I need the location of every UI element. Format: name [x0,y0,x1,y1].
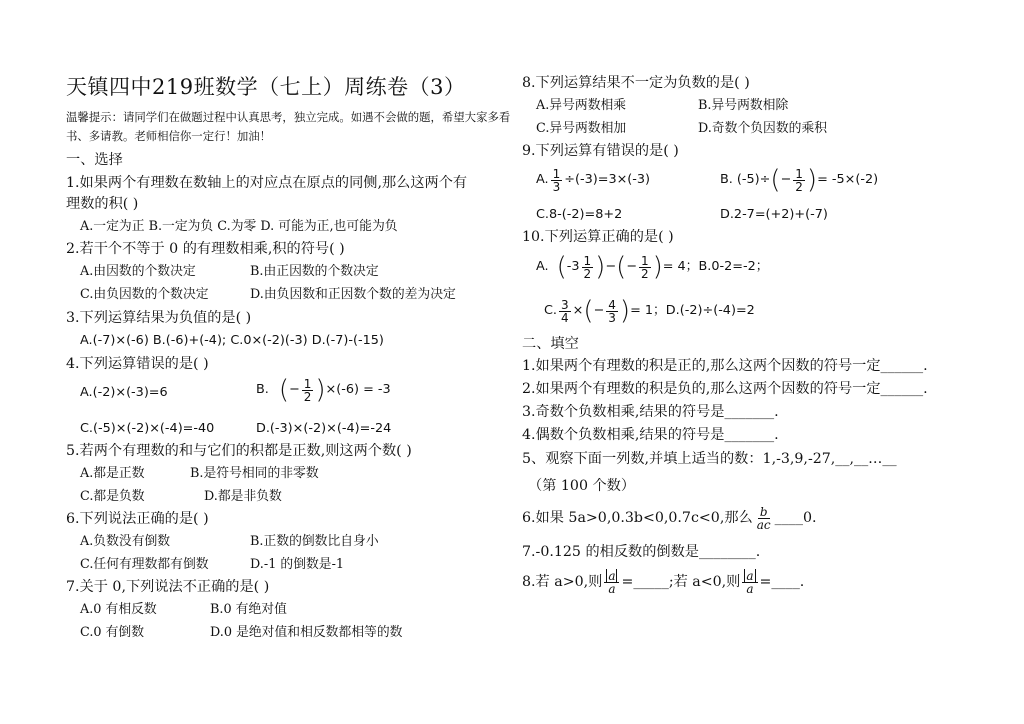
q5-option-a: A.都是正数 [80,466,145,481]
q10-a-whole: -3 [566,259,580,274]
q2-option-d: D.由负因数和正因数个数的差为决定 [250,287,456,302]
fill-6-text: 6.如果 5a>0,0.3b<0,0.7c<0,那么 [522,510,753,526]
q9-option-b: B. (-5)÷ ( − $\frac{1}{2}$ ) = -5×(-2) [720,165,879,195]
q4-option-c: C.(-5)×(-2)×(-4)=-40 [80,421,215,436]
left-paren-icon: ( [556,252,567,282]
tip-line-2: 书、多请教。老师相信你一定行！加油！ [66,129,272,143]
q1-stem-2: 理数的积( ) [66,196,139,212]
q6-option-d: D.-1 的倒数是-1 [250,557,345,572]
q7-option-b: B.0 有绝对值 [210,602,287,617]
fill-6-fraction: $\frac{b}{ac}$ [756,504,771,532]
q9-option-a-label: A. [536,172,549,187]
q9-option-c: C.8-(-2)=8+2 [536,207,623,222]
q7-option-a: A.0 有相反数 [80,602,157,617]
q10-c-fraction-2: $\frac{4}{3}$ [608,297,616,325]
fill-1: 1.如果两个有理数的积是正的,那么这两个因数的符号一定______. [522,358,928,374]
section-heading-choice: 一、选择 [66,152,123,168]
fill-6-blank: ____0. [774,510,817,526]
right-paren-icon: ) [806,165,818,195]
fill-8-fraction-1: $\frac{a}{a}$ [604,570,619,595]
q6-option-b: B.正数的倒数比自身小 [250,534,379,549]
q9-stem: 9.下列运算有错误的是( ) [522,143,679,159]
q7-option-d: D.0 是绝对值和相反数都相等的数 [210,625,403,640]
q9-option-a-rest: ÷(-3)=3×(-3) [564,172,651,187]
q10-option-c-rest: = 1；D.(-2)÷(-4)=2 [630,303,755,318]
q2-option-b: B.由正因数的个数决定 [250,264,379,279]
q2-option-a: A.由因数的个数决定 [80,264,196,279]
q8-option-c: C.异号两数相加 [536,121,627,136]
q10-option-c-label: C. [544,303,558,318]
q10-option-a-rest: = 4；B.0-2=-2； [662,259,769,274]
right-paren-icon: ) [652,252,663,282]
q10-option-c: C. $\frac{3}{4}$ × ( − $\frac{4}{3}$ ) = 1；D.(-2)÷(-4)=2 [544,296,755,326]
fill-6 [522,498,817,538]
q10-a-fraction-2: $\frac{1}{2}$ [640,253,649,281]
q4-option-b: B. ( − $\frac{1}{2}$ ) ×(-6) = -3 [256,375,391,405]
fill-8-text: 8.若 a>0,则 [522,574,603,590]
q1-stem-1: 1.如果两个有理数在数轴上的对应点在原点的同侧,那么这两个有 [66,175,468,191]
section-heading-fill: 二、填空 [522,336,579,352]
q4-b-fraction: $\frac{1}{2}$ [303,376,312,404]
q5-option-c: C.都是负数 [80,489,145,504]
q8-option-d: D.奇数个负因数的乘积 [698,121,828,136]
right-paren-icon: ) [619,296,631,326]
q10-option-a-label: A. [536,259,549,274]
q9-option-b-label: B. (-5)÷ [720,172,771,187]
q10-option-a: A. ( -3 $\frac{1}{2}$ ) − ( − $\frac{1}{2}$ ) = 4；B.0-2=-2； [536,252,769,282]
q4-stem: 4.下列运算错误的是( ) [66,356,209,372]
right-paren-icon: ) [595,252,606,282]
q5-option-d: D.都是非负数 [204,489,282,504]
q3-stem: 3.下列运算结果为负值的是( ) [66,310,252,326]
fill-8-blank: =____. [759,574,805,590]
q7-stem: 7.关于 0,下列说法不正确的是( ) [66,579,270,595]
left-paren-icon: ( [616,252,627,282]
q1-options: A.一定为正 B.一定为负 C.为零 D. 可能为正,也可能为负 [80,219,398,234]
q5-stem: 5.若两个有理数的和与它们的积都是正数,则这两个数( ) [66,443,412,459]
q4-option-b-rest: ×(-6) = -3 [325,382,391,397]
q6-option-c: C.任何有理数都有倒数 [80,557,209,572]
q10-a-fraction-1: $\frac{1}{2}$ [583,253,592,281]
q5-option-b: B.是符号相同的非零数 [190,466,319,481]
right-paren-icon: ) [315,375,326,405]
left-paren-icon: ( [278,375,290,405]
fill-5-note: （第 100 个数） [528,478,636,494]
page-title: 天镇四中219班数学（七上）周练卷（3） [66,75,466,99]
q8-option-b: B.异号两数相除 [698,98,789,113]
q3-options: A.(-7)×(-6) B.(-6)+(-4); C.0×(-2)(-3) D.(-7)-(-15) [80,333,384,348]
fill-2: 2.如果两个有理数的积是负的,那么这两个因数的符号一定______. [522,381,928,397]
q9-b-fraction: $\frac{1}{2}$ [795,166,803,194]
q4-option-a: A.(-2)×(-3)=6 [80,385,168,400]
q2-option-c: C.由负因数的个数决定 [80,287,209,302]
fill-8 [522,562,804,602]
fill-7: 7.-0.125 的相反数的倒数是________. [522,544,761,560]
fill-5: 5、观察下面一列数,并填上适当的数：1,-3,9,-27,__,__…__ [522,451,897,467]
tip-line-1: 温馨提示：请同学们在做题过程中认真思考，独立完成。如遇不会做的题，希望大家多看 [66,110,511,124]
fill-8-fraction-2: $\frac{a}{a}$ [742,570,757,595]
q6-option-a: A.负数没有倒数 [80,534,171,549]
q9-option-b-rest: = -5×(-2) [817,172,879,187]
q7-option-c: C.0 有倒数 [80,625,145,640]
q4-option-d: D.(-3)×(-2)×(-4)=-24 [256,421,392,436]
left-paren-icon: ( [583,296,594,326]
q8-option-a: A.异号两数相乘 [536,98,627,113]
q9-a-fraction: $\frac{1}{3}$ [552,166,561,194]
q6-stem: 6.下列说法正确的是( ) [66,511,209,527]
fill-4: 4.偶数个负数相乘,结果的符号是_______. [522,427,779,443]
q8-stem: 8.下列运算结果不一定为负数的是( ) [522,75,750,91]
q10-c-fraction-1: $\frac{3}{4}$ [561,297,569,325]
q10-stem: 10.下列运算正确的是( ) [522,229,674,245]
left-paren-icon: ( [770,165,781,195]
q4-option-b-label: B. [256,382,269,397]
q9-option-d: D.2-7=(+2)+(-7) [720,207,828,222]
fill-8-middle: =_____;若 a<0,则 [621,574,741,590]
q9-option-a [536,162,650,198]
q2-stem: 2.若干个不等于 0 的有理数相乘,积的符号( ) [66,241,345,257]
fill-3: 3.奇数个负数相乘,结果的符号是_______. [522,404,779,420]
